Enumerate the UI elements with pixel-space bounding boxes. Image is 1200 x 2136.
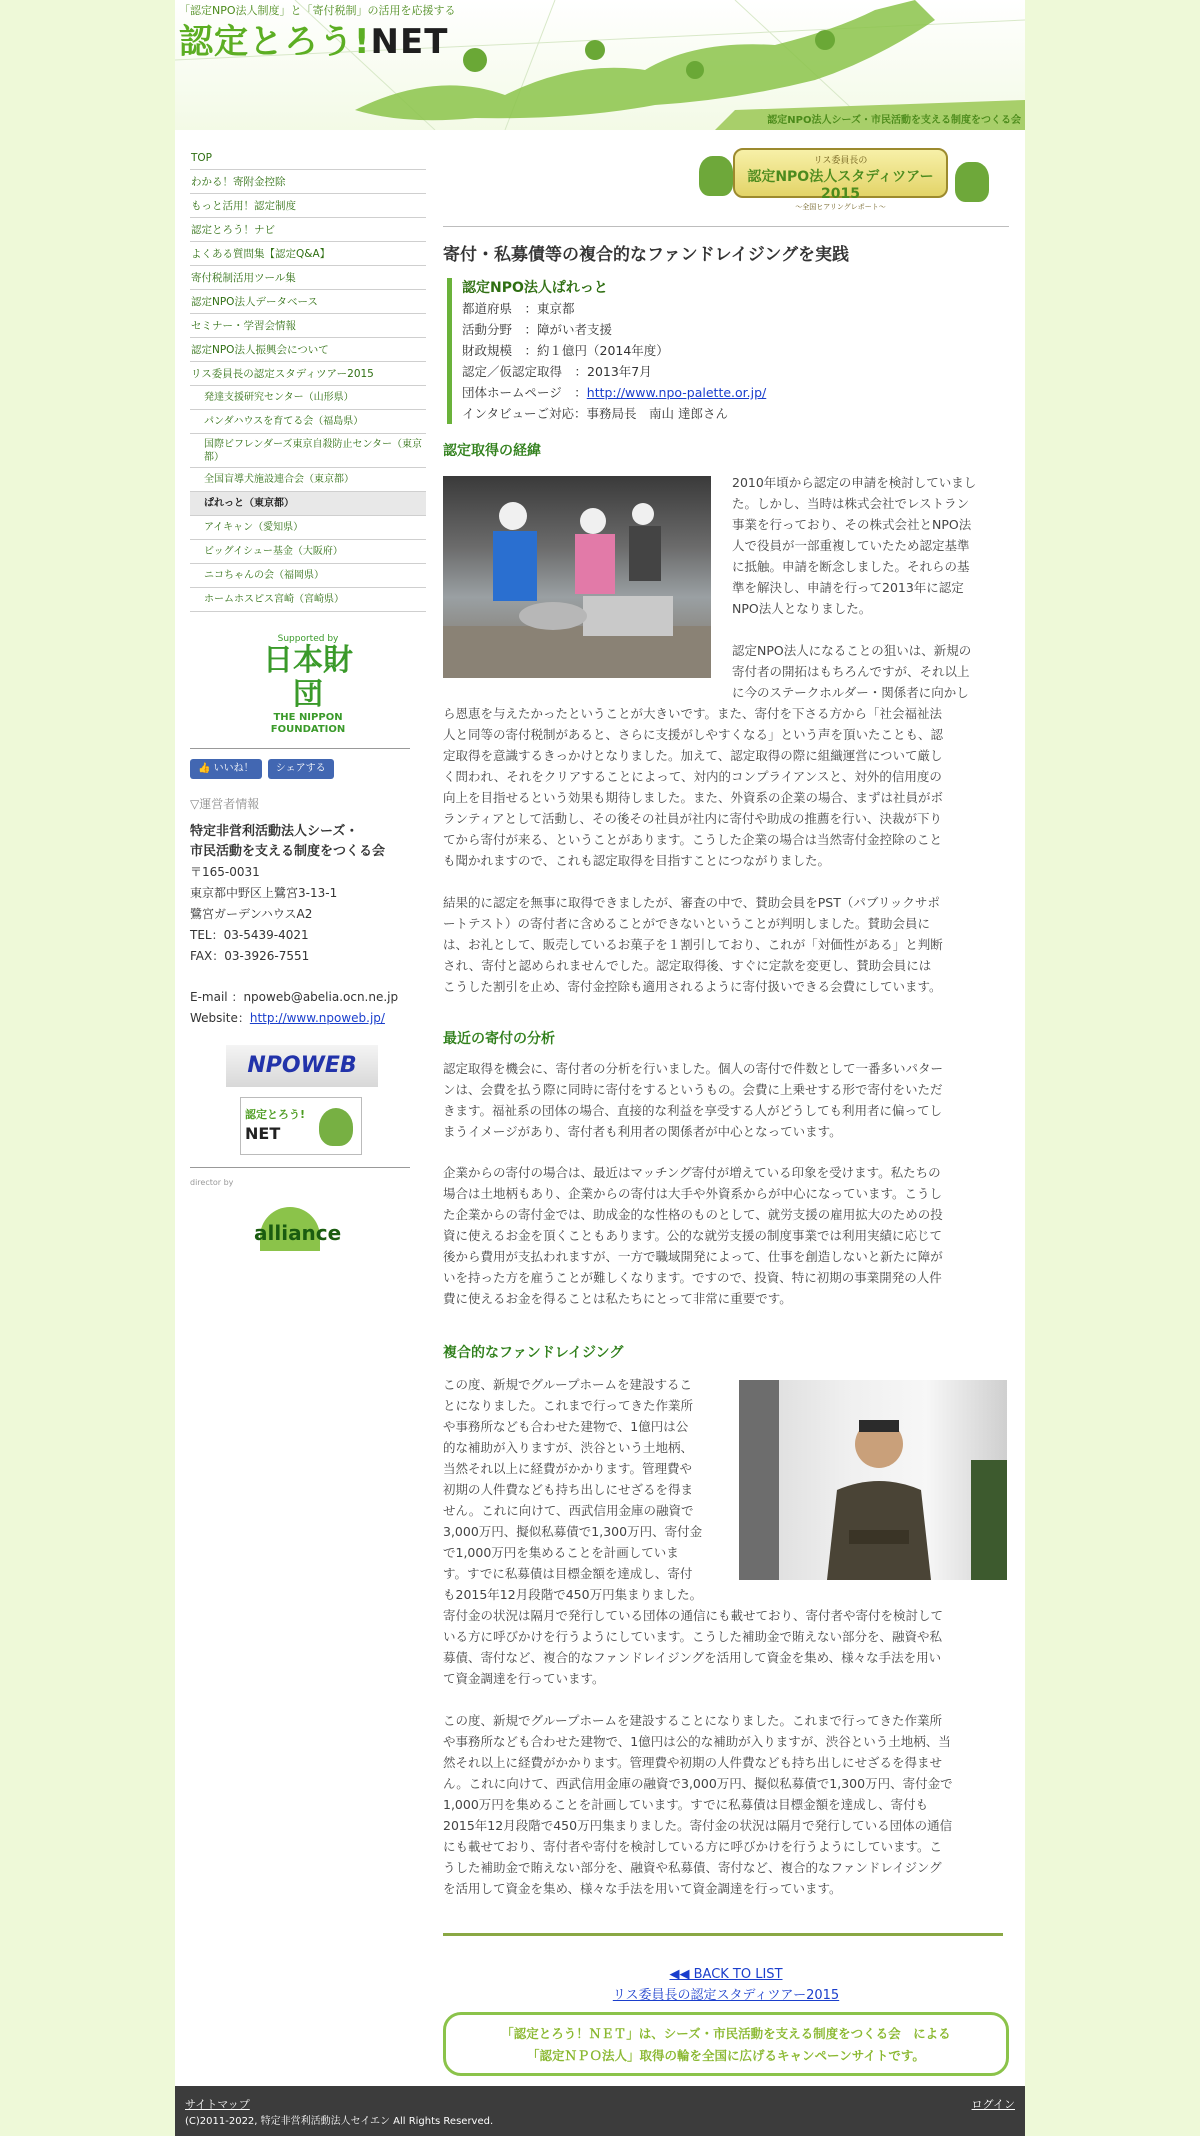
fb-share-button[interactable]: シェアする bbox=[268, 759, 334, 779]
paragraph-fundraising-repeat bbox=[443, 1710, 1009, 1899]
sitemap-link[interactable]: サイトマップ bbox=[185, 2098, 250, 2111]
page-title: 寄付・私募債等の複合的なファンドレイジングを実践 bbox=[443, 245, 850, 265]
paragraph-line: を活用して資金を集め、様々な手法を用いて資金調達を行っています。 bbox=[443, 1881, 842, 1896]
org-address-1: 東京都中野区上鷺宮3-13-1 bbox=[190, 886, 338, 900]
nav-sub-miyazaki[interactable]: ホームホスピス宮崎（宮崎県） bbox=[190, 588, 426, 612]
nav-sub-aichi[interactable]: アイキャン（愛知県） bbox=[190, 516, 426, 540]
paragraph-line: は、お礼として、販売しているお菓子を１割引しており、これが「対価性がある」と判断 bbox=[443, 937, 943, 952]
paragraph-line: この度、新規でグループホームを建設することになりました。これまで行ってきた作業所 bbox=[443, 1713, 943, 1728]
org-name: 特定非営利活動法人シーズ・ 市民活動を支える制度をつくる会 bbox=[190, 824, 386, 859]
fb-like-button[interactable]: 👍 いいね！ bbox=[190, 759, 262, 779]
nav-sub-fukushima[interactable]: パンダハウスを育てる会（福島県） bbox=[190, 410, 426, 434]
profile-name: 認定NPO法人ぱれっと bbox=[462, 280, 608, 296]
nav-study-tour[interactable]: リス委員長の認定スタディツアー2015 bbox=[190, 362, 426, 386]
paragraph-line: ん。これに向けて、西武信用金庫の融資で3,000万円、擬似私募債で1,300万円、寄付金で bbox=[443, 1776, 953, 1791]
section-heading-history: 認定取得の経緯 bbox=[443, 443, 541, 459]
paragraph-line: 募債、寄付など、複合的なファンドレイジングを活用して資金を集め、様々な手法を用い bbox=[443, 1650, 942, 1665]
paragraph-line: 的な補助が入りますが、渋谷という土地柄、 bbox=[443, 1440, 694, 1455]
paragraph-line: に抵触。申請を断念しました。それらの基 bbox=[732, 559, 970, 574]
profile-cert-date: 認定／仮認定取得 ：2013年7月 bbox=[462, 364, 652, 379]
campaign-box: 「認定とろう！ＮＥＴ」は、シーズ・市民活動を支える制度をつくる会 による 「認定ＮＰＯ法人」取得の輪を全国に広げるキャンペーンサイトです。 bbox=[443, 2012, 1009, 2076]
sidebar bbox=[190, 146, 426, 1251]
paragraph-line: ンは、会費を払う際に同時に寄付をするというもの。会費に上乗せする形で寄付をいただ bbox=[443, 1082, 943, 1097]
paragraph-line: 向上を目指せるという効果も期待しました。また、外資系の企業の場合、まずは社員がボ bbox=[443, 790, 944, 805]
paragraph-line: す。すでに私募債は目標金額を達成し、寄付 bbox=[443, 1566, 693, 1581]
nav-top[interactable]: TOP bbox=[190, 146, 426, 170]
org-email: E-mail ：npoweb@abelia.ocn.ne.jp bbox=[190, 990, 399, 1004]
org-address-2: 鷺宮ガーデンハウスA2 bbox=[190, 907, 313, 921]
paragraph-line: く問われ、それをクリアすることによって、対内的コンプライアンスと、対外的信用度の bbox=[443, 769, 942, 784]
paragraph-goal-narrow bbox=[732, 640, 1009, 703]
nav-database[interactable]: 認定NPO法人データベース bbox=[190, 290, 426, 314]
study-tour-link[interactable]: リス委員長の認定スタディツアー2015 bbox=[612, 1988, 840, 2003]
paragraph-line: いを持った方を雇うことが難しくなります。ですので、投資、特に初期の事業開発の人件 bbox=[443, 1270, 942, 1285]
nav-sub-befrienders[interactable]: 国際ビフレンダーズ東京自殺防止センター（東京都） bbox=[190, 434, 426, 468]
org-profile bbox=[447, 278, 1007, 424]
paragraph-corporate-donors bbox=[443, 1162, 1009, 1309]
paragraph-line: も2015年12月段階で450万円集まりました。 bbox=[443, 1587, 703, 1602]
website-link[interactable]: http://www.npoweb.jp/ bbox=[249, 1011, 385, 1025]
homepage-link[interactable]: http://www.npo-palette.or.jp/ bbox=[586, 385, 767, 400]
paragraph-line: 人で役員が一部重複していたため認定基準 bbox=[732, 538, 970, 553]
social-buttons bbox=[190, 759, 426, 779]
paragraph-line: せん。これに向けて、西武信用金庫の融資で bbox=[443, 1503, 694, 1518]
paragraph-line: た。しかし、当時は株式会社でレストラン bbox=[732, 496, 970, 511]
header-subtitle: 認定NPO法人シーズ・市民活動を支える制度をつくる会 bbox=[767, 115, 1021, 126]
paragraph-line: いる方に呼びかけを行うようにしています。こうした補助金で賄えない部分を、融資や私 bbox=[443, 1629, 943, 1644]
paragraph-line: た企業からの寄付金では、助成金的な性格のものとして、就労支援の雇用拡大のための投 bbox=[443, 1207, 943, 1222]
paragraph-line: 準を解決し、申請を行って2013年に認定 bbox=[732, 580, 964, 595]
paragraph-line: 企業からの寄付の場合は、最近はマッチング寄付が増えている印象を受けます。私たちの bbox=[443, 1165, 941, 1180]
paragraph-line: 事業を行っており、その株式会社とNPO法 bbox=[732, 517, 972, 532]
profile-interviewee: インタビューご対応：事務局長 南山 達郎さん bbox=[462, 406, 728, 421]
nav-tools[interactable]: 寄付税制活用ツール集 bbox=[190, 266, 426, 290]
paragraph-line: うした補助金で賄えない部分を、融資や私募債、寄付など、複合的なファンドレイジング bbox=[443, 1860, 942, 1875]
thumbs-up-icon: 👍 bbox=[198, 763, 214, 774]
nav-sub-osaka[interactable]: ビッグイシュー基金（大阪府） bbox=[190, 540, 426, 564]
back-links bbox=[443, 1964, 1009, 2006]
npoweb-banner[interactable]: NPOWEB bbox=[226, 1045, 378, 1087]
squirrel-icon bbox=[699, 156, 733, 196]
sidebar-divider-2 bbox=[190, 1167, 410, 1168]
paragraph-line: とになりました。これまで行ってきた作業所 bbox=[443, 1398, 694, 1413]
paragraph-line: され、寄付と認められませんでした。認定取得後、すぐに定款を変更し、賛助会員には bbox=[443, 958, 932, 973]
paragraph-line: まうイメージがあり、寄付者も利用者の関係者が中心となっています。 bbox=[443, 1124, 842, 1139]
paragraph-line: 定取得を意識するきっかけとなりました。加えて、認定取得の際に組織運営について厳し bbox=[443, 748, 943, 763]
paragraph-line: こうした割引を止め、寄付金控除も適用されるように寄付扱いできる会費にしています。 bbox=[443, 979, 942, 994]
paragraph-line: 寄付者の開拓はもちろんですが、それ以上 bbox=[732, 664, 970, 679]
paragraph-line: この度、新規でグループホームを建設するこ bbox=[443, 1377, 693, 1392]
paragraph-line: てから寄付が来る、ということがあります。こうした企業の場合は当然寄付金控除のこと bbox=[443, 832, 943, 847]
profile-scale: 財政規模 ：約１億円（2014年度） bbox=[462, 343, 669, 358]
paragraph-line: や事務所なども合わせた建物で、1億円は公 bbox=[443, 1419, 689, 1434]
paragraph-history-1 bbox=[732, 472, 1009, 619]
nav-navi[interactable]: 認定とろう！ナビ bbox=[190, 218, 426, 242]
org-website: Website：http://www.npoweb.jp/ bbox=[190, 1011, 385, 1025]
org-postal: 〒165-0031 bbox=[190, 865, 260, 879]
paragraph-line: 寄付金の状況は隔月で発行している団体の通信にも載せており、寄付者や寄付を検討して bbox=[443, 1608, 944, 1623]
paragraph-line: も聞かれますので、これも認定取得を目指すことにつながりました。 bbox=[443, 853, 831, 868]
squirrel-icon bbox=[319, 1108, 353, 1146]
paragraph-line: 人と同等の寄付税制があると、さらに支援がしやすくなる」という声を頂いたことも、認 bbox=[443, 727, 944, 742]
paragraph-line: で1,000万円を集めることを計画していま bbox=[443, 1545, 679, 1560]
nippon-foundation-logo[interactable]: Supported by 日本財団 THE NIPPON FOUNDATION bbox=[263, 634, 353, 735]
paragraph-line: ートテスト）の寄付者に含めることができないということが判明しました。賛助会員に bbox=[443, 916, 931, 931]
paragraph-line: ら恩恵を与えたかったということが大きいです。また、寄付を下さる方から「社会福祉法 bbox=[443, 706, 943, 721]
title-divider bbox=[443, 226, 1009, 227]
paragraph-line: や事務所なども合わせた建物で、1億円は公的な補助が入りますが、渋谷という土地柄、当 bbox=[443, 1734, 951, 1749]
nav-deduction[interactable]: わかる！寄附金控除 bbox=[190, 170, 426, 194]
section-heading-fundraising: 複合的なファンドレイジング bbox=[443, 1345, 624, 1361]
paragraph-result bbox=[443, 892, 1009, 997]
site-logo[interactable]: 認定とろう!NET bbox=[179, 22, 449, 62]
paragraph-line: にも載せており、寄付者や寄付を検討している方に呼びかけを行うようにしています。こ bbox=[443, 1839, 943, 1854]
study-tour-banner[interactable]: リス委員長の 認定NPO法人スタディツアー 2015 〜全国ヒアリングレポート〜 bbox=[693, 144, 1009, 216]
nav-sub-fukuoka[interactable]: ニコちゃんの会（福岡県） bbox=[190, 564, 426, 588]
nav-certification[interactable]: もっと活用！認定制度 bbox=[190, 194, 426, 218]
paragraph-line: 1,000万円を集めることを計画しています。すでに私募債は目標金額を達成し、寄付も bbox=[443, 1797, 929, 1812]
paragraph-line: 認定NPO法人になることの狙いは、新規の bbox=[732, 643, 972, 658]
nav-association[interactable]: 認定NPO法人振興会について bbox=[190, 338, 426, 362]
article-end-divider bbox=[443, 1933, 1003, 1936]
org-tel: TEL：03-5439-4021 bbox=[190, 928, 309, 942]
site-footer bbox=[175, 2086, 1025, 2136]
paragraph-line: 結果的に認定を無事に取得できましたが、審査の中で、賛助会員をPST（パブリックサポ bbox=[443, 895, 940, 910]
back-to-list-link[interactable]: ◀◀ BACK TO LIST bbox=[669, 1967, 783, 1982]
alliance-logo[interactable]: alliance bbox=[230, 1207, 350, 1251]
nav-seminar[interactable]: セミナー・学習会情報 bbox=[190, 314, 426, 338]
site-header bbox=[175, 0, 1025, 130]
profile-homepage: 団体ホームページ ：http://www.npo-palette.or.jp/ bbox=[462, 385, 767, 400]
paragraph-line: 場合は土地柄もあり、企業からの寄付は大手や外資系からが中心になっています。こうし bbox=[443, 1186, 943, 1201]
nav-sub-guide-dog[interactable]: 全国盲導犬施設連合会（東京都） bbox=[190, 468, 426, 492]
header-tagline: 「認定NPO法人制度」と「寄付税制」の活用を応援する bbox=[179, 4, 456, 17]
profile-prefecture: 都道府県 ：東京都 bbox=[462, 301, 575, 316]
nav-sub-yamagata[interactable]: 発達支援研究センター（山形県） bbox=[190, 386, 426, 410]
paragraph-fundraising-wide bbox=[443, 1605, 1009, 1689]
org-fax: FAX：03-3926-7551 bbox=[190, 949, 310, 963]
paragraph-line: 2010年頃から認定の申請を検討していまし bbox=[732, 475, 977, 490]
paragraph-line: 2015年12月段階で450万円集まりました。寄付金の状況は隔月で発行している団体の通信 bbox=[443, 1818, 953, 1833]
paragraph-line: 認定取得を機会に、寄付者の分析を行いました。個人の寄付で件数として一番多いパター bbox=[443, 1061, 944, 1076]
operator-heading: ▽運営者情報 bbox=[190, 797, 260, 811]
paragraph-line: きます。福祉系の団体の場合、直接的な利益を享受する人がどうしても利用者に偏ってし bbox=[443, 1103, 943, 1118]
kitchen-photo bbox=[443, 476, 711, 678]
squirrel-icon bbox=[955, 162, 989, 202]
paragraph-line: 初期の人件費なども持ち出しにせざるを得ま bbox=[443, 1482, 694, 1497]
paragraph-goal-wide bbox=[443, 703, 1009, 871]
sidebar-divider bbox=[190, 748, 410, 749]
nav-faq[interactable]: よくある質問集【認定Q&A】 bbox=[190, 242, 426, 266]
section-heading-analysis: 最近の寄付の分析 bbox=[443, 1031, 555, 1047]
paragraph-line: NPO法人となりました。 bbox=[732, 601, 872, 616]
nintei-net-banner[interactable]: 認定とろう! NET bbox=[240, 1097, 362, 1155]
paragraph-line: ランティアとして活動し、その後その社員が社内に寄付や助成の推薦を行い、決裁が下り bbox=[443, 811, 943, 826]
paragraph-line: 当然それ以上に経費がかかります。管理費や bbox=[443, 1461, 693, 1476]
paragraph-line: 費に使えるお金を得ることは私たちにとって非常に重要です。 bbox=[443, 1291, 792, 1306]
page-container bbox=[175, 0, 1025, 2136]
interviewee-photo bbox=[739, 1380, 1007, 1580]
nav-sub-palette[interactable]: ぱれっと（東京都） bbox=[190, 492, 426, 516]
login-link[interactable]: ログイン bbox=[971, 2098, 1015, 2111]
paragraph-line: 3,000万円、擬似私募債で1,300万円、寄付金 bbox=[443, 1524, 703, 1539]
paragraph-line: 然それ以上に経費がかかります。管理費や初期の人件費なども持ち出しにせざるを得ませ bbox=[443, 1755, 943, 1770]
paragraph-line: 資に使えるお金を頂くこともあります。公的な就労支援の制度事業では利用実績に応じて bbox=[443, 1228, 943, 1243]
paragraph-line: 後から費用が支払われますが、一方で職域開発によって、仕事を創造しないと新たに障が bbox=[443, 1249, 943, 1264]
paragraph-individual-donors bbox=[443, 1058, 1009, 1142]
profile-field: 活動分野 ：障がい者支援 bbox=[462, 322, 613, 337]
copyright: (C)2011-2022, 特定非営利活動法人セイエン All Rights Reserved. bbox=[185, 2116, 494, 2127]
paragraph-line: に今のステークホルダー・関係者に向かし bbox=[732, 685, 969, 700]
paragraph-line: て資金調達を行っています。 bbox=[443, 1671, 605, 1686]
paragraph-fundraising-narrow bbox=[443, 1374, 728, 1605]
director-by-label: director by bbox=[190, 1178, 234, 1187]
